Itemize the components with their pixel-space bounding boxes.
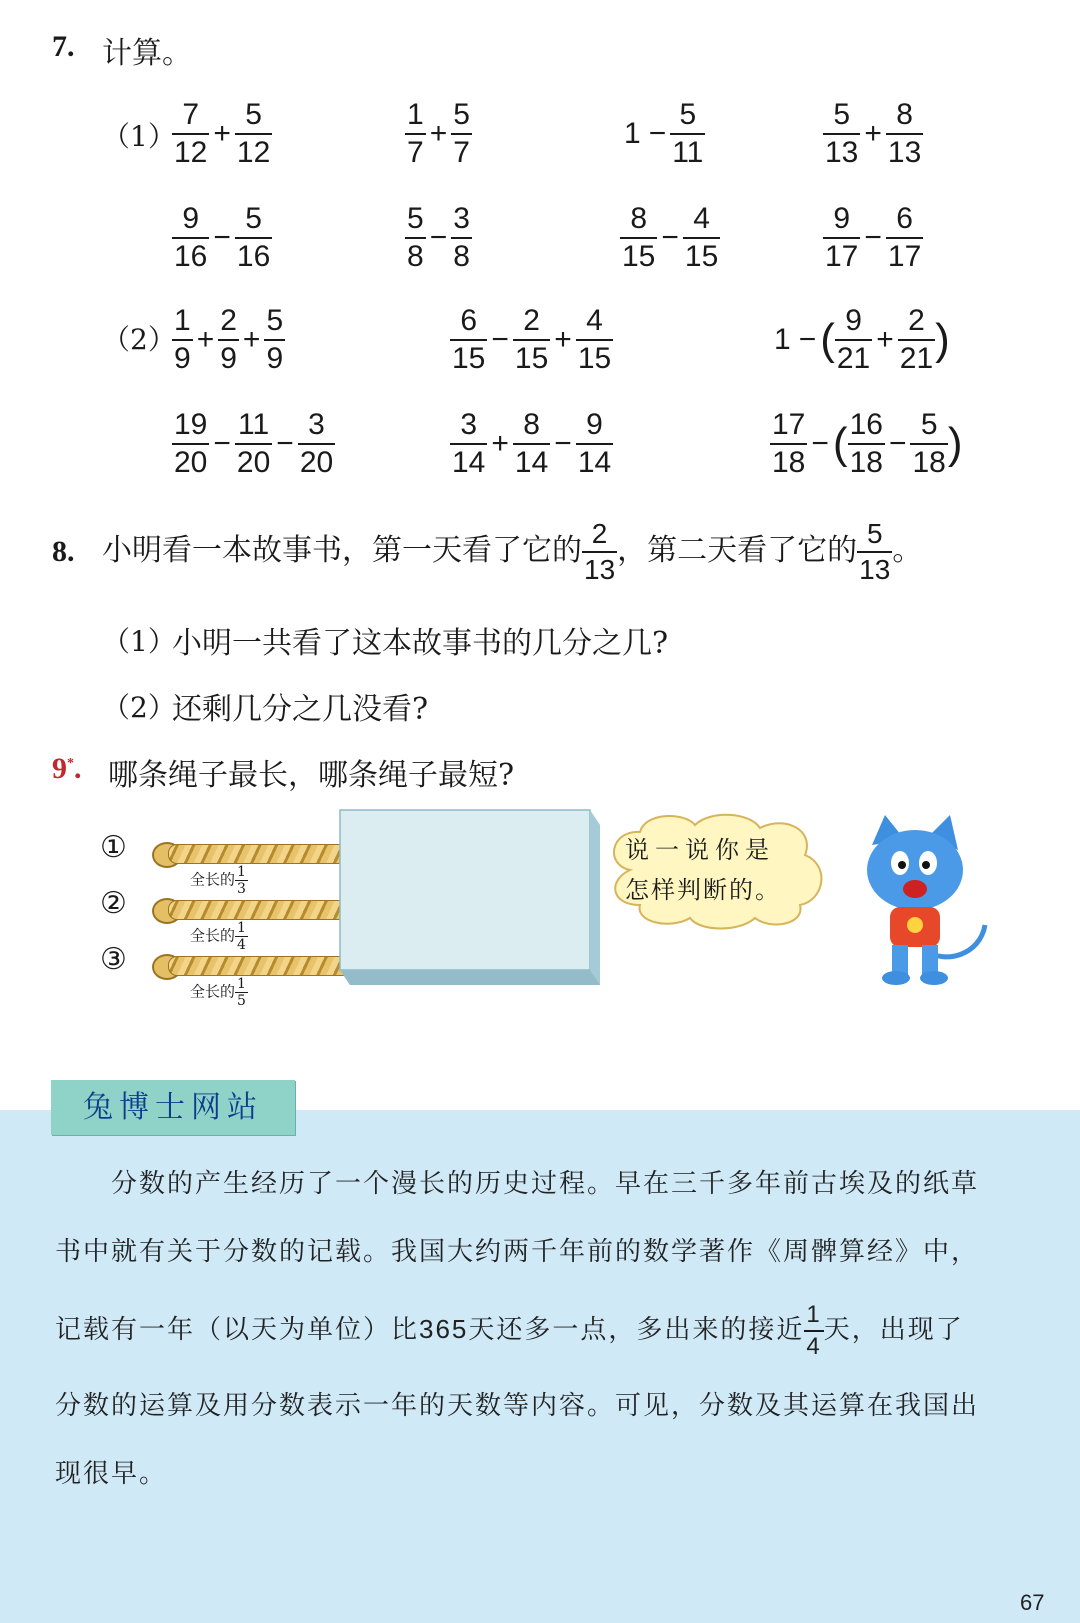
paragraph-line: 书中就有关于分数的记载。我国大约两千年前的数学著作《周髀算经》中， [55, 1237, 980, 1267]
fraction: $\frac{2}{9}$ [220, 304, 237, 375]
rope-3-caption: 全长的 $\frac{1}{5}$ [190, 976, 246, 1009]
paragraph-line: 现很早。 [55, 1459, 168, 1489]
fraction: $\frac{5}{11}$ [672, 98, 704, 169]
fraction: $\frac{3}{8}$ [453, 202, 470, 273]
bubble-line-2: 怎样判断的。 [625, 876, 781, 904]
fraction: $\frac{8}{14}$ [514, 408, 549, 479]
fraction: $\frac{5}{12}$ [236, 98, 271, 169]
right-paren: ) [935, 315, 950, 364]
question-9-number: 9*. [52, 752, 82, 785]
fraction: $\frac{16}{18}$ [849, 408, 883, 479]
paragraph-line: 记载有一年（以天为单位）比365天还多一点，多出来的接近 $\frac{1}{4}$ 天，出现了 [55, 1301, 964, 1360]
paragraph-line: 分数的运算及用分数表示一年的天数等内容。可见，分数及其运算在我国出 [55, 1391, 980, 1421]
expr-r2-4: $\frac{9}{17}$ − $\frac{6}{17}$ [825, 202, 922, 273]
fraction: $\frac{9}{16}$ [174, 202, 208, 273]
expr-r1-1: $\frac{7}{12}$ + $\frac{5}{12}$ [174, 98, 271, 169]
expr-r1-2: $\frac{1}{7}$ + $\frac{5}{7}$ [407, 98, 470, 169]
fraction: $\frac{4}{15}$ [577, 304, 612, 375]
fraction: $\frac{5}{16}$ [236, 202, 271, 273]
fraction: $\frac{6}{15}$ [452, 304, 486, 375]
fraction: $\frac{5}{18}$ [912, 408, 946, 479]
q8-sub2-label: （2） [102, 691, 176, 724]
expr-r4-2: $\frac{3}{14}$ + $\frac{8}{14}$ − $\frac{9}{14}$ [452, 408, 612, 479]
expr-r4-3: $\frac{17}{18}$ −( $\frac{16}{18}$ − $\frac{5}{18}$ ) [772, 408, 963, 479]
page-number: 67 [1020, 1590, 1045, 1615]
expr-r1-3: 1 − $\frac{5}{11}$ [624, 98, 704, 169]
fraction: $\frac{1}{7}$ [407, 98, 424, 169]
fraction: $\frac{5}{13}$ [825, 98, 859, 169]
fraction: $\frac{2}{21}$ [899, 304, 934, 375]
fraction: $\frac{5}{7}$ [453, 98, 470, 169]
expr-r2-3: $\frac{8}{15}$ − $\frac{4}{15}$ [622, 202, 719, 273]
question-7-title: 计算。 [102, 36, 192, 71]
expr-r3-2: $\frac{6}{15}$ − $\frac{2}{15}$ + $\frac{4}{15}$ [452, 304, 612, 375]
covering-box [330, 805, 610, 995]
left-paren: ( [820, 315, 835, 364]
part-1-label: （1） [102, 120, 176, 153]
fraction: $\frac{2}{15}$ [514, 304, 549, 375]
expr-r2-2: $\frac{5}{8}$ − $\frac{3}{8}$ [407, 202, 470, 273]
q8-sub1-label: （1） [102, 625, 176, 658]
fraction: $\frac{1}{9}$ [174, 304, 191, 375]
expr-r3-1: $\frac{1}{9}$ + $\frac{2}{9}$ + $\frac{5}{9}$ [174, 304, 284, 375]
fraction: $\frac{8}{15}$ [622, 202, 656, 273]
question-7-number: 7. [52, 30, 75, 63]
fraction: $\frac{8}{13}$ [887, 98, 922, 169]
bubble-line-1: 说一说你是 [625, 836, 775, 864]
website-paragraph [55, 1150, 1030, 1508]
fraction: $\frac{5}{8}$ [407, 202, 424, 273]
question-8-text: 小明看一本故事书，第一天看了它的 $\frac{2}{13}$ ，第二天看了它的 $\frac{5}{13}$ 。 [102, 518, 923, 585]
rope-3-marker: ③ [100, 942, 127, 977]
fraction: $\frac{2}{13}$ [584, 518, 616, 585]
expr-r4-1: $\frac{19}{20}$ − $\frac{11}{20}$ − $\frac{3}{20}$ [174, 408, 334, 479]
website-title: 兔博士网站 [51, 1080, 295, 1135]
rope-illustration [80, 810, 1000, 1030]
fraction: $\frac{5}{9}$ [266, 304, 284, 375]
rope-1-caption: 全长的 $\frac{1}{3}$ [190, 864, 246, 897]
expr-r2-1: $\frac{9}{16}$ − $\frac{5}{16}$ [174, 202, 271, 273]
fraction: $\frac{4}{15}$ [684, 202, 719, 273]
cat-mascot-icon [850, 815, 1000, 1000]
fraction: $\frac{6}{17}$ [887, 202, 922, 273]
paragraph-line: 分数的产生经历了一个漫长的历史过程。早在三千多年前古埃及的纸草 [111, 1169, 980, 1199]
fraction: $\frac{11}{20}$ [236, 408, 271, 479]
expr-r1-4: $\frac{5}{13}$ + $\frac{8}{13}$ [825, 98, 922, 169]
q8-sub2-text: 还剩几分之几没看? [172, 692, 429, 727]
fraction: $\frac{9}{17}$ [825, 202, 859, 273]
right-paren: ) [947, 419, 963, 468]
fraction: $\frac{7}{12}$ [174, 98, 208, 169]
rope-2-caption: 全长的 $\frac{1}{4}$ [190, 920, 246, 953]
rope-1-marker: ① [100, 830, 127, 865]
fraction: $\frac{3}{20}$ [299, 408, 334, 479]
fraction: $\frac{1}{4}$ [806, 1301, 822, 1360]
fraction: $\frac{5}{13}$ [859, 518, 891, 585]
fraction: $\frac{19}{20}$ [174, 408, 208, 479]
question-9-text: 哪条绳子最长，哪条绳子最短? [108, 758, 515, 793]
fraction: $\frac{9}{14}$ [577, 408, 612, 479]
left-paren: ( [832, 419, 848, 468]
question-8-number: 8. [52, 535, 75, 568]
rope-2-marker: ② [100, 886, 127, 921]
part-2-label: （2） [102, 323, 176, 356]
fraction: $\frac{3}{14}$ [452, 408, 486, 479]
fraction: $\frac{9}{21}$ [836, 304, 871, 375]
fraction: $\frac{17}{18}$ [772, 408, 806, 479]
expr-r3-3: 1 −( $\frac{9}{21}$ + $\frac{2}{21}$ ) [774, 304, 950, 375]
q8-sub1-text: 小明一共看了这本故事书的几分之几? [172, 626, 669, 661]
